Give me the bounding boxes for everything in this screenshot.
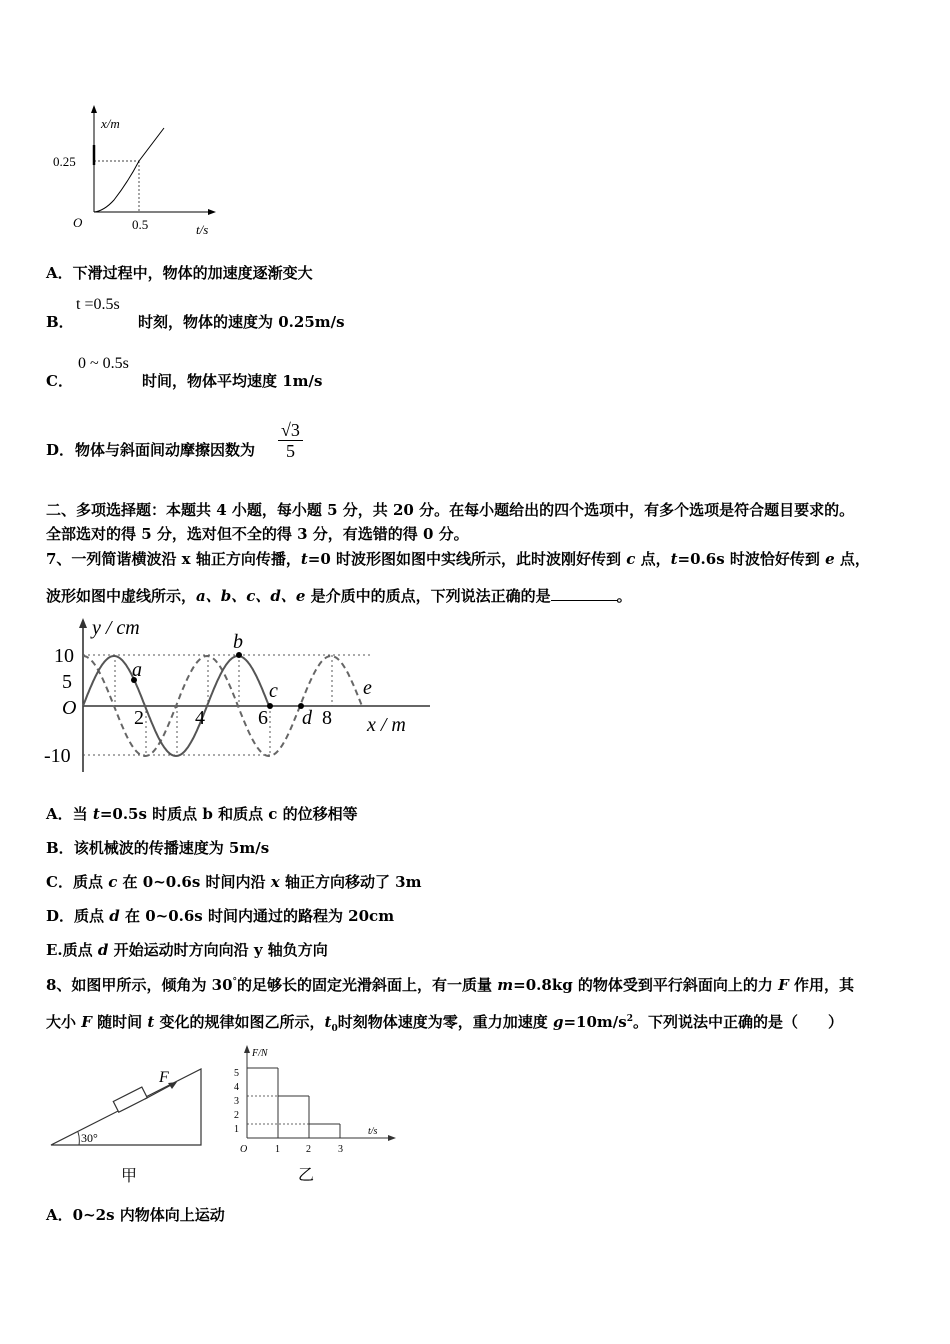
ylabel: x/m bbox=[101, 116, 120, 131]
label-b: b bbox=[233, 631, 243, 653]
xlabel: x / m bbox=[367, 714, 406, 736]
incline-figure bbox=[45, 1055, 215, 1190]
ylabel: y / cm bbox=[92, 617, 140, 639]
block bbox=[113, 1087, 147, 1112]
answer-blank bbox=[551, 586, 617, 601]
q7-option-e: E.质点 d 开始运动时方向向沿 y 轴负方向 bbox=[46, 941, 328, 959]
section2-line1: 二、多项选择题：本题共 4 小题，每小题 5 分，共 20 分。在每小题给出的四个选项中，有多个选项是符合题目要求的。 bbox=[46, 501, 855, 519]
x-tick-6: 6 bbox=[258, 707, 268, 729]
y-tick-2: 2 bbox=[234, 1110, 239, 1121]
y-tick-neg10: -10 bbox=[44, 745, 71, 767]
y-axis-arrow bbox=[79, 618, 87, 628]
label-e: e bbox=[363, 677, 372, 699]
ylabel: F/N bbox=[252, 1048, 268, 1059]
xlabel: t/s bbox=[368, 1126, 378, 1137]
q7-stem-line2: 波形如图中虚线所示，a、b、c、d、e 是介质中的质点，下列说法正确的是 。 bbox=[46, 587, 632, 605]
q7-option-b: B．该机械波的传播速度为 5m/s bbox=[46, 839, 270, 857]
x-tick-1: 1 bbox=[275, 1144, 280, 1155]
origin: O bbox=[73, 215, 83, 230]
caption-yi: 乙 bbox=[298, 1167, 315, 1184]
origin: O bbox=[240, 1144, 248, 1155]
curve bbox=[94, 128, 164, 212]
angle-label: 30° bbox=[81, 1131, 98, 1145]
q8-stem-line2: 大小 F 随时间 t 变化的规律如图乙所示，$t_0$时刻物体速度为零，重力加速度 $g=10m/s^2$。下列说法中正确的是（ ） bbox=[46, 1013, 843, 1034]
fraction-sqrt3-over-5: $\frac{√3}{5}$ bbox=[278, 420, 303, 461]
angle-arc bbox=[78, 1132, 79, 1145]
q7-stem-line1: 7、一列简谐横波沿 x 轴正方向传播，t=0 时波形图如图中实线所示，此时波刚好传到 c 点，t=0.6s 时波恰好传到 e 点， bbox=[46, 550, 870, 568]
q6-option-a: A．下滑过程中，物体的加速度逐渐变大 bbox=[46, 264, 313, 282]
xlabel: t/s bbox=[196, 222, 209, 237]
y-tick: 0.25 bbox=[53, 154, 76, 169]
t-axis-arrow bbox=[208, 209, 216, 215]
step-segments bbox=[247, 1068, 340, 1138]
label-d: d bbox=[302, 707, 312, 729]
x-t-graph bbox=[40, 100, 230, 245]
q7-option-a: A．当 t=0.5s 时质点 b 和质点 c 的位移相等 bbox=[46, 805, 358, 823]
origin: O bbox=[62, 697, 77, 719]
section2-line2: 全部选对的得 5 分，选对但不全的得 3 分，有选错的得 0 分。 bbox=[46, 525, 469, 543]
label-c: c bbox=[269, 680, 278, 702]
f-t-graph bbox=[230, 1042, 400, 1187]
force-arrow bbox=[145, 1084, 173, 1099]
q8-stem-line1: 8、如图甲所示，倾角为 30°的足够长的固定光滑斜面上，有一质量 m=0.8kg 的物体受到平行斜面向上的力 F 作用，其 bbox=[46, 976, 855, 994]
wave-graph bbox=[40, 612, 430, 777]
q7-option-d: D．质点 d 在 0~0.6s 时间内通过的路程为 20cm bbox=[46, 907, 395, 925]
label-a: a bbox=[132, 659, 142, 681]
y-tick-4: 4 bbox=[234, 1082, 239, 1093]
x-tick-8: 8 bbox=[322, 707, 332, 729]
x-tick: 0.5 bbox=[132, 217, 149, 232]
q7-option-c: C．质点 c 在 0~0.6s 时间内沿 x 轴正方向移动了 3m bbox=[46, 873, 422, 891]
x-tick-2: 2 bbox=[306, 1144, 311, 1155]
x-tick-3: 3 bbox=[338, 1144, 343, 1155]
y-tick-3: 3 bbox=[234, 1096, 239, 1107]
x-tick-2: 2 bbox=[134, 707, 144, 729]
y-tick-5: 5 bbox=[234, 1068, 239, 1079]
q8-option-a: A．0~2s 内物体向上运动 bbox=[46, 1206, 225, 1224]
caption-jia: 甲 bbox=[121, 1168, 138, 1185]
y-tick-10: 10 bbox=[54, 645, 74, 667]
y-tick-5: 5 bbox=[62, 671, 72, 693]
x-axis-arrow bbox=[91, 105, 97, 113]
force-label: F bbox=[159, 1069, 169, 1086]
x-tick-4: 4 bbox=[195, 707, 205, 729]
y-tick-1: 1 bbox=[234, 1124, 239, 1135]
